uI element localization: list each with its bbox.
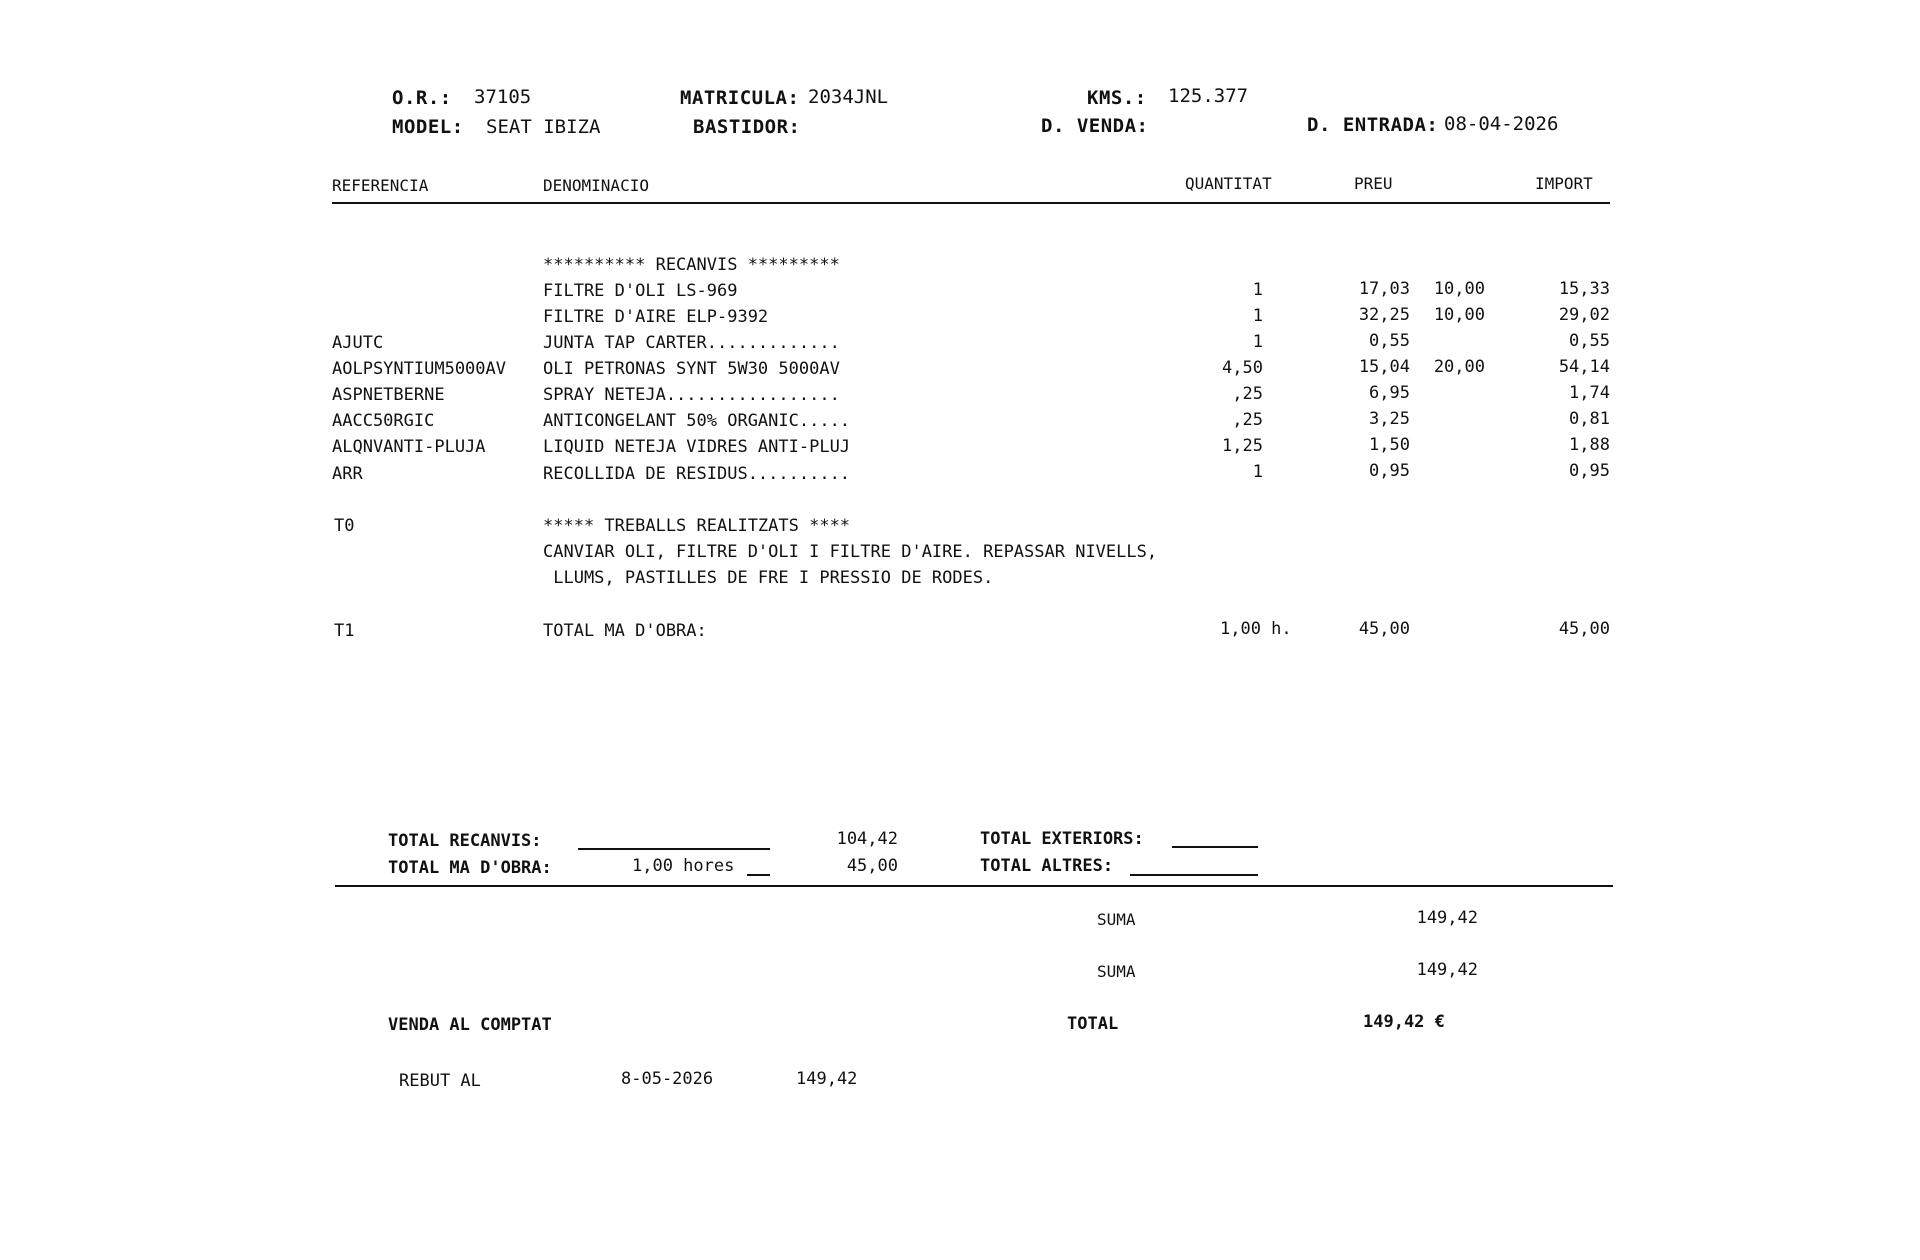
- line-qty: 1: [1252, 332, 1263, 352]
- col-quantitat: QUANTITAT: [1185, 174, 1272, 193]
- venda-date-label: D. VENDA:: [1041, 115, 1149, 137]
- line-price: 0,55: [1369, 331, 1410, 351]
- work-description-line1: CANVIAR OLI, FILTRE D'OLI I FILTRE D'AIRE. REPASSAR NIVELLS,: [543, 542, 1158, 562]
- sum-value-2: 149,42: [1416, 960, 1478, 980]
- or-value: 37105: [474, 86, 532, 108]
- col-preu: PREU: [1354, 174, 1393, 193]
- totals-rule: [335, 885, 1613, 887]
- header-rule: [332, 202, 1610, 204]
- line-desc: SPRAY NETEJA.................: [543, 385, 840, 405]
- labor-amount: 45,00: [1558, 619, 1610, 639]
- total-labor-value: 45,00: [846, 856, 898, 876]
- work-description-line2: LLUMS, PASTILLES DE FRE I PRESSIO DE RODES.: [543, 568, 994, 588]
- line-qty: ,25: [1232, 410, 1263, 430]
- labor-price: 45,00: [1358, 619, 1410, 639]
- total-parts-label: TOTAL RECANVIS:: [388, 831, 542, 851]
- line-qty: 1: [1252, 280, 1263, 300]
- entrada-value: 08-04-2026: [1444, 113, 1559, 135]
- line-amount: 1,88: [1569, 435, 1610, 455]
- line-amount: 29,02: [1558, 305, 1610, 325]
- model-value: SEAT IBIZA: [486, 116, 601, 138]
- line-qty: ,25: [1232, 384, 1263, 404]
- line-price: 17,03: [1358, 279, 1410, 299]
- line-ref: AOLPSYNTIUM5000AV: [332, 359, 506, 379]
- line-qty: 1: [1252, 306, 1263, 326]
- total-others-underline: [1130, 874, 1258, 876]
- entrada-label: D. ENTRADA:: [1307, 114, 1439, 136]
- line-ref: AJUTC: [332, 333, 384, 353]
- receipt-amount: 149,42: [796, 1069, 858, 1089]
- col-import: IMPORT: [1535, 174, 1593, 193]
- total-parts-underline: [578, 848, 770, 850]
- matricula-value: 2034JNL: [808, 86, 889, 108]
- receipt-label: REBUT AL: [399, 1071, 481, 1091]
- line-qty: 1: [1252, 462, 1263, 482]
- sum-label-2: SUMA: [1097, 962, 1136, 981]
- grand-total-label: TOTAL: [1067, 1014, 1119, 1034]
- col-denominacio: DENOMINACIO: [543, 176, 649, 195]
- line-desc: FILTRE D'AIRE ELP-9392: [543, 307, 769, 327]
- line-amount: 1,74: [1569, 383, 1610, 403]
- line-desc: ********** RECANVIS *********: [543, 255, 840, 275]
- line-price: 3,25: [1369, 409, 1410, 429]
- sum-label-1: SUMA: [1097, 910, 1136, 929]
- labor-total-label: TOTAL MA D'OBRA:: [543, 621, 707, 641]
- or-label: O.R.:: [392, 87, 452, 109]
- grand-total-value: 149,42 €: [1363, 1012, 1445, 1032]
- work-ref-t0: T0: [334, 516, 355, 536]
- line-desc: LIQUID NETEJA VIDRES ANTI-PLUJ: [543, 437, 851, 457]
- line-amount: 0,95: [1569, 461, 1610, 481]
- line-amount: 54,14: [1558, 357, 1610, 377]
- total-exteriors-label: TOTAL EXTERIORS:: [980, 829, 1144, 849]
- line-discount: 20,00: [1433, 357, 1485, 377]
- labor-hours: 1,00 h.: [1220, 619, 1292, 639]
- total-labor-hours: 1,00 hores: [632, 856, 735, 876]
- total-others-label: TOTAL ALTRES:: [980, 856, 1114, 876]
- model-label: MODEL:: [392, 116, 464, 138]
- bastidor-label: BASTIDOR:: [693, 116, 801, 138]
- total-labor-underline: [747, 874, 770, 876]
- col-referencia: REFERENCIA: [332, 176, 429, 195]
- line-desc: RECOLLIDA DE RESIDUS..........: [543, 464, 851, 484]
- line-ref: ALQNVANTI-PLUJA: [332, 437, 486, 457]
- cash-sale-label: VENDA AL COMPTAT: [388, 1015, 552, 1035]
- work-title: ***** TREBALLS REALITZATS ****: [543, 516, 851, 536]
- total-labor-label: TOTAL MA D'OBRA:: [388, 858, 552, 878]
- line-price: 6,95: [1369, 383, 1410, 403]
- line-desc: ANTICONGELANT 50% ORGANIC.....: [543, 411, 851, 431]
- receipt-date: 8-05-2026: [621, 1069, 714, 1089]
- kms-label: KMS.:: [1087, 87, 1147, 109]
- work-ref-t1: T1: [334, 621, 355, 641]
- line-amount: 0,55: [1569, 331, 1610, 351]
- sum-value-1: 149,42: [1416, 908, 1478, 928]
- line-discount: 10,00: [1433, 279, 1485, 299]
- line-amount: 0,81: [1569, 409, 1610, 429]
- matricula-label: MATRICULA:: [680, 87, 800, 109]
- total-parts-value: 104,42: [836, 829, 898, 849]
- kms-value: 125.377: [1168, 85, 1249, 107]
- line-ref: ARR: [332, 464, 363, 484]
- line-desc: JUNTA TAP CARTER.............: [543, 333, 840, 353]
- line-ref: ASPNETBERNE: [332, 385, 445, 405]
- line-price: 32,25: [1358, 305, 1410, 325]
- line-amount: 15,33: [1558, 279, 1610, 299]
- line-qty: 4,50: [1222, 358, 1263, 378]
- line-desc: FILTRE D'OLI LS-969: [543, 281, 738, 301]
- total-exteriors-underline: [1172, 846, 1258, 848]
- line-price: 15,04: [1358, 357, 1410, 377]
- line-discount: 10,00: [1433, 305, 1485, 325]
- line-desc: OLI PETRONAS SYNT 5W30 5000AV: [543, 359, 840, 379]
- line-price: 0,95: [1369, 461, 1410, 481]
- line-qty: 1,25: [1222, 436, 1263, 456]
- line-price: 1,50: [1369, 435, 1410, 455]
- line-ref: AACC50RGIC: [332, 411, 435, 431]
